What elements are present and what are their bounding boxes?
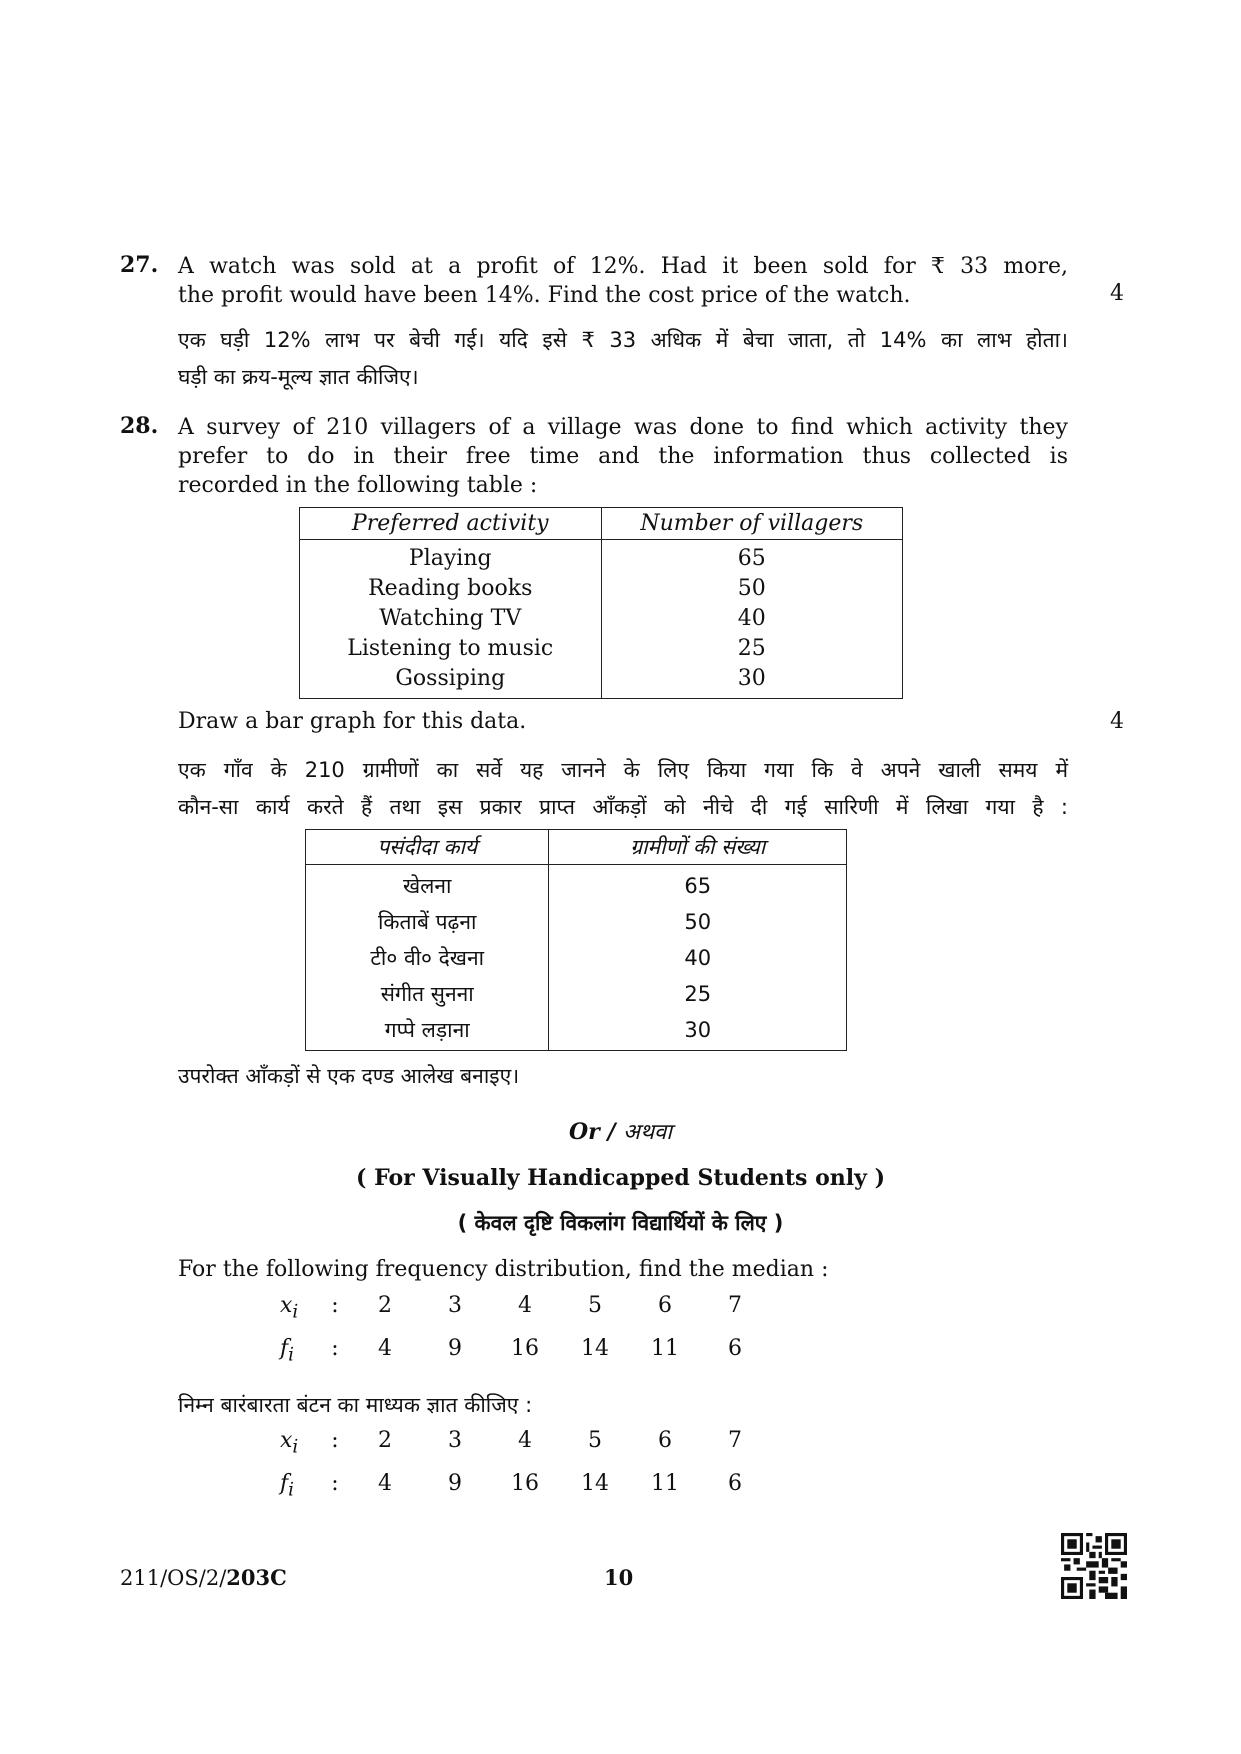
- or-hi: अथवा: [623, 1120, 672, 1145]
- table-cell: 40: [601, 604, 903, 634]
- table-cell: 50: [549, 904, 847, 940]
- table-cell: 65: [549, 865, 847, 905]
- median-instruction-en: For the following frequency distribution, find the median :: [178, 1257, 829, 1282]
- f-value: 4: [378, 1471, 392, 1496]
- question-number-28: 28.: [120, 413, 159, 439]
- q28-en-line1: A survey of 210 villagers of a village was done to find which activity they: [178, 415, 1068, 440]
- x-value: 5: [588, 1293, 602, 1318]
- table-cell: 40: [549, 940, 847, 976]
- x-value: 4: [518, 1428, 532, 1453]
- x-value: 7: [728, 1428, 742, 1453]
- q27-text-en: [178, 252, 1068, 310]
- table-cell: खेलना: [306, 865, 549, 905]
- table-header-activity: Preferred activity: [300, 508, 602, 540]
- median-instruction-hi: निम्न बारंबारता बंटन का माध्यक ज्ञात कीजिए :: [178, 1393, 533, 1417]
- table-cell: Watching TV: [300, 604, 602, 634]
- table-row: [306, 904, 847, 940]
- table-cell: 30: [601, 664, 903, 699]
- q27-en-line2: the profit would have been 14%. Find the cost price of the watch.: [178, 283, 911, 308]
- page-number: 10: [604, 1565, 634, 1590]
- q27-hi-line1: एक घड़ी 12% लाभ पर बेची गई। यदि इसे ₹ 33 अधिक में बेचा जाता, तो 14% का लाभ होता।: [178, 328, 1068, 352]
- or-en: Or: [569, 1119, 600, 1145]
- table-row: [306, 976, 847, 1012]
- x-value: 3: [448, 1428, 462, 1453]
- x-value: 6: [658, 1428, 672, 1453]
- or-separator: [0, 1116, 1241, 1146]
- q27-marks: 4: [1110, 281, 1124, 306]
- q28-hi-line1: एक गाँव के 210 ग्रामीणों का सर्वे यह जानने के लिए किया गया कि वे अपने खाली समय में: [178, 758, 1068, 782]
- x-value: 3: [448, 1293, 462, 1318]
- q28-text-en: [178, 413, 1068, 500]
- f-value: 9: [448, 1336, 462, 1361]
- f-label: $f_i$: [280, 1471, 295, 1501]
- table-cell: संगीत सुनना: [306, 976, 549, 1012]
- q27-text-hi: [178, 322, 1068, 396]
- f-value: 16: [511, 1471, 539, 1496]
- vh-heading-en: ( For Visually Handicapped Students only ): [356, 1165, 885, 1191]
- f-value: 16: [511, 1336, 539, 1361]
- table-row: [300, 664, 903, 699]
- q28-hi-line2: कौन-सा कार्य करते हैं तथा इस प्रकार प्राप्त आँकड़ों को नीचे दी गई सारिणी में लिखा गया है :: [178, 795, 1068, 819]
- activity-table-hi: [305, 829, 847, 1051]
- x-value: 4: [518, 1293, 532, 1318]
- or-slash: /: [607, 1119, 616, 1145]
- question-number-27: 27.: [120, 252, 159, 278]
- table-row: [306, 1012, 847, 1051]
- vh-heading-hi: ( केवल दृष्टि विकलांग विद्यार्थियों के लिए ): [457, 1211, 784, 1235]
- q28-marks: 4: [1110, 709, 1124, 734]
- table-cell: 30: [549, 1012, 847, 1051]
- table-header-villagers: Number of villagers: [601, 508, 903, 540]
- table-cell: 25: [601, 634, 903, 664]
- x-label: $x_i$: [280, 1428, 299, 1458]
- q28-instruction-en: Draw a bar graph for this data.: [178, 709, 527, 734]
- table-row: [300, 604, 903, 634]
- table-header-activity-hi: पसंदीदा कार्य: [306, 830, 549, 865]
- f-value: 6: [728, 1336, 742, 1361]
- table-cell: 50: [601, 574, 903, 604]
- x-label: $x_i$: [280, 1293, 299, 1323]
- freq-row-x-hi: [280, 1428, 770, 1457]
- f-value: 11: [651, 1336, 679, 1361]
- colon: :: [331, 1428, 339, 1453]
- table-cell: Gossiping: [300, 664, 602, 699]
- x-value: 7: [728, 1293, 742, 1318]
- x-value: 2: [378, 1293, 392, 1318]
- table-cell: किताबें पढ़ना: [306, 904, 549, 940]
- colon: :: [331, 1336, 339, 1361]
- table-row: [300, 574, 903, 604]
- table-row: [300, 540, 903, 575]
- table-cell: 65: [601, 540, 903, 575]
- f-value: 9: [448, 1471, 462, 1496]
- q28-en-line2: prefer to do in their free time and the information thus collected is: [178, 444, 1068, 469]
- x-value: 2: [378, 1428, 392, 1453]
- freq-row-f-hi: [280, 1471, 770, 1500]
- colon: :: [331, 1471, 339, 1496]
- qr-code-icon: [1061, 1533, 1127, 1599]
- f-value: 6: [728, 1471, 742, 1496]
- colon: :: [331, 1293, 339, 1318]
- q27-hi-line2: घड़ी का क्रय-मूल्य ज्ञात कीजिए।: [178, 365, 419, 389]
- table-row: [300, 634, 903, 664]
- table-cell: 25: [549, 976, 847, 1012]
- x-value: 5: [588, 1428, 602, 1453]
- q28-instruction-hi: उपरोक्त आँकड़ों से एक दण्ड आलेख बनाइए।: [178, 1064, 520, 1088]
- x-value: 6: [658, 1293, 672, 1318]
- f-value: 14: [581, 1471, 609, 1496]
- table-cell: Playing: [300, 540, 602, 575]
- table-row: [306, 865, 847, 905]
- f-label: $f_i$: [280, 1336, 295, 1366]
- table-cell: Reading books: [300, 574, 602, 604]
- freq-row-x-en: [280, 1293, 770, 1322]
- table-cell: टी० वी० देखना: [306, 940, 549, 976]
- table-cell: गप्पे लड़ाना: [306, 1012, 549, 1051]
- paper-code: [120, 1565, 287, 1590]
- f-value: 14: [581, 1336, 609, 1361]
- table-cell: Listening to music: [300, 634, 602, 664]
- q28-en-line3: recorded in the following table :: [178, 473, 538, 498]
- f-value: 4: [378, 1336, 392, 1361]
- activity-table-en: [299, 507, 903, 699]
- table-header-villagers-hi: ग्रामीणों की संख्या: [549, 830, 847, 865]
- f-value: 11: [651, 1471, 679, 1496]
- table-row: [306, 940, 847, 976]
- freq-row-f-en: [280, 1336, 770, 1365]
- paper-code-prefix: 211/OS/2/: [120, 1566, 227, 1590]
- q28-text-hi: [178, 752, 1068, 826]
- paper-code-bold: 203C: [226, 1565, 287, 1590]
- q27-en-line1: A watch was sold at a profit of 12%. Had it been sold for ₹ 33 more,: [178, 254, 1068, 279]
